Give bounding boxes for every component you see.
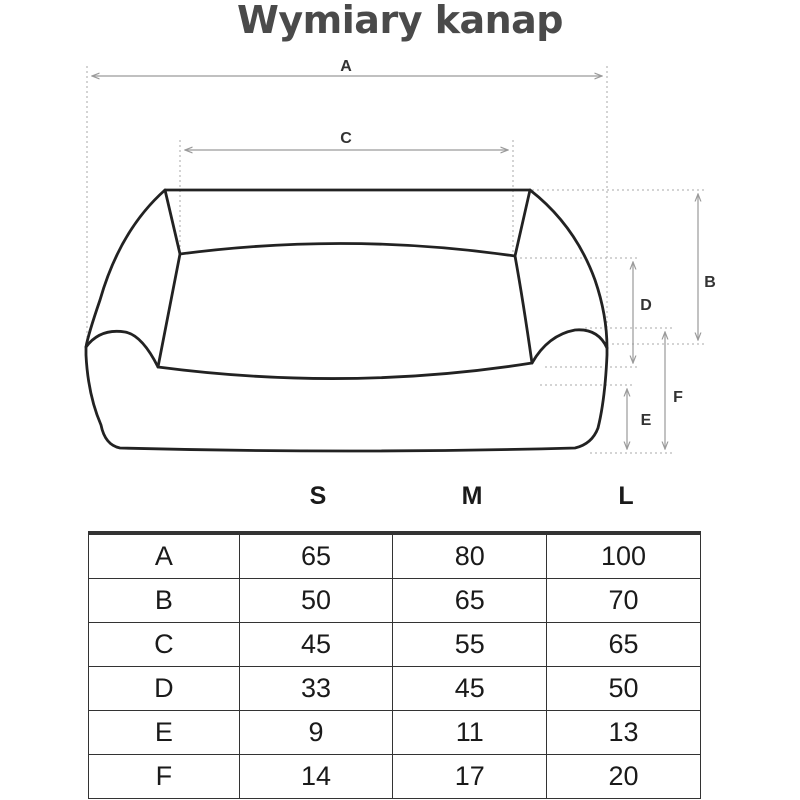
size-header-l: L [618,482,634,510]
sofa-right-armrest [532,330,607,363]
row-key: C [89,623,240,667]
table-cell: 80 [393,533,547,579]
size-header-s: S [309,482,327,510]
dimensions-table [88,531,701,799]
table-cell: 100 [547,533,701,579]
table-cell: 45 [393,667,547,711]
sofa-right-back-corner [515,190,530,256]
table-cell: 65 [239,533,393,579]
table-cell: 65 [393,579,547,623]
dimension-label-d: D [640,297,652,314]
sofa-outline [86,190,607,451]
table-row [89,533,701,579]
row-key: B [89,579,240,623]
size-header-m: M [461,482,483,510]
table-cell: 13 [547,711,701,755]
table-cell: 9 [239,711,393,755]
sofa-body [86,190,607,451]
dimension-label-e: E [640,412,652,429]
table-cell: 14 [239,755,393,799]
dimension-label-c: C [340,130,352,147]
table-cell: 50 [239,579,393,623]
dimension-label-b: B [704,274,716,291]
table-row [89,667,701,711]
row-key: F [89,755,240,799]
row-key: E [89,711,240,755]
dimension-label-f: F [673,389,683,406]
table-cell: 65 [547,623,701,667]
dimension-label-a: A [340,58,352,75]
table-row [89,755,701,799]
table-cell: 17 [393,755,547,799]
table-row [89,623,701,667]
table-cell: 55 [393,623,547,667]
sofa-left-armrest [86,331,158,367]
table-cell: 50 [547,667,701,711]
sofa-left-back-corner [165,190,180,254]
row-key: A [89,533,240,579]
table-cell: 45 [239,623,393,667]
table-cell: 70 [547,579,701,623]
table-cell: 20 [547,755,701,799]
table-cell: 11 [393,711,547,755]
table-cell: 33 [239,667,393,711]
row-key: D [89,667,240,711]
sofa-seat [158,243,532,378]
table-row [89,711,701,755]
page-title: Wymiary kanap [237,0,563,42]
table-row [89,579,701,623]
